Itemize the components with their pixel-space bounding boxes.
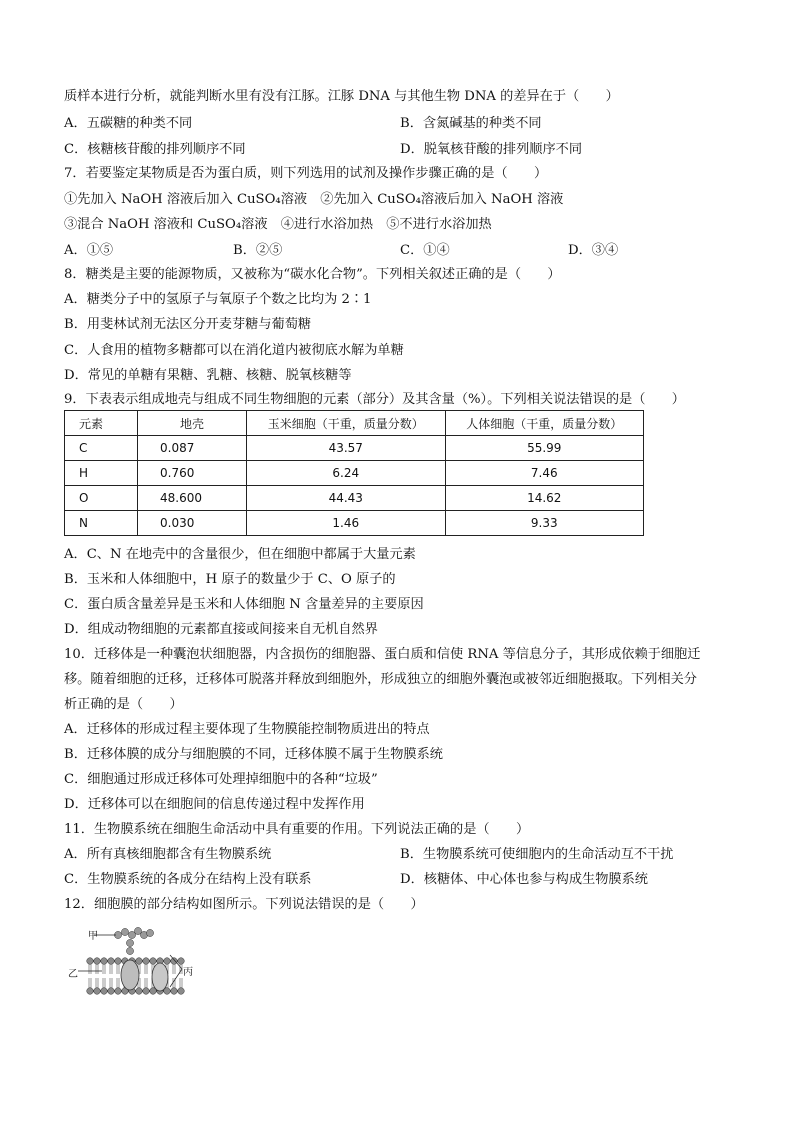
q7-steps-1: ①先加入 NaOH 溶液后加入 CuSO₄溶液 ②先加入 CuSO₄溶液后加入 NaOH 溶液 [64,192,564,207]
table-cell: C [65,436,138,461]
table-cell: 43.57 [247,436,446,461]
label-yi: 乙 [68,969,78,980]
table-header: 人体细胞（干重，质量分数） [445,411,644,436]
q8-option-c: C．人食用的植物多糖都可以在消化道内被彻底水解为单糖 [64,343,404,358]
q7-stem: 7．若要鉴定某物质是否为蛋白质，则下列选用的试剂及操作步骤正确的是（ ） [64,166,548,181]
membrane-protein [152,963,168,991]
q6-option-d: D．脱氧核苷酸的排列顺序不同 [400,142,583,157]
phospholipid-head [171,988,178,995]
q6-option-c: C．核糖核苷酸的排列顺序不同 [64,142,246,157]
table-header: 玉米细胞（干重，质量分数） [247,411,446,436]
table-cell: 44.43 [247,486,446,511]
phospholipid-head [143,988,150,995]
phospholipid-head [94,958,101,965]
phospholipid-head [136,988,143,995]
q7-option-c: C．①④ [400,243,450,258]
q6-stem: 质样本进行分析，就能判断水里有没有江豚。江豚 DNA 与其他生物 DNA 的差异在于（ ） [64,89,619,104]
glycoprotein-chain [114,927,153,954]
q10-option-d: D．迁移体可以在细胞间的信息传递过程中发挥作用 [64,797,365,812]
q6-option-b: B．含氮碱基的种类不同 [400,116,542,131]
table-row [65,436,644,461]
table-cell: 14.62 [445,486,644,511]
sugar-unit [126,947,133,954]
label-jia: 甲 [88,931,98,942]
phospholipid-head [94,988,101,995]
table-cell: H [65,461,138,486]
q9-stem: 9．下表表示组成地壳与组成不同生物细胞的元素（部分）及其含量（%）。下列相关说法错误的是（ ） [64,392,685,407]
q10-option-a: A．迁移体的形成过程主要体现了生物膜能控制物质进出的特点 [64,722,430,737]
q9-option-a: A．C、N 在地壳中的含量很少，但在细胞中都属于大量元素 [64,547,416,562]
q10-option-c: C．细胞通过形成迁移体可处理掉细胞中的各种“垃圾” [64,772,378,787]
phospholipid-head [108,988,115,995]
q9-option-d: D．组成动物细胞的元素都直接或间接来自无机自然界 [64,622,378,637]
q11-option-d: D．核糖体、中心体也参与构成生物膜系统 [400,872,648,887]
phospholipid-head [115,958,122,965]
table-cell: 55.99 [445,436,644,461]
element-content-table [64,410,644,536]
q10-stem-3: 析正确的是（ ） [64,697,183,712]
q9-option-b: B．玉米和人体细胞中，H 原子的数量少于 C、O 原子的 [64,572,396,587]
cell-membrane-figure [68,925,208,1020]
q11-option-a: A．所有真核细胞都含有生物膜系统 [64,847,272,862]
q11-option-c: C．生物膜系统的各成分在结构上没有联系 [64,872,312,887]
q10-option-b: B．迁移体膜的成分与细胞膜的不同，迁移体膜不属于生物膜系统 [64,747,443,762]
q10-stem-1: 10．迁移体是一种囊泡状细胞器，内含损伤的细胞器、蛋白质和信使 RNA 等信息分子，其形成依赖于细胞迁 [64,647,701,662]
table-cell: 0.760 [138,461,247,486]
label-bing: 丙 [183,967,193,978]
table-row [65,461,644,486]
phospholipid-head [101,988,108,995]
table-header: 元素 [65,411,138,436]
q8-stem: 8．糖类是主要的能源物质，又被称为“碳水化合物”。下列相关叙述正确的是（ ） [64,267,561,282]
q10-stem-2: 移。随着细胞的迁移，迁移体可脱落并释放到细胞外，形成独立的细胞外囊泡或被邻近细胞摄取。下列相关分 [64,672,697,687]
sugar-unit [146,929,153,936]
q7-option-b: B．②⑤ [233,243,283,258]
table-row [65,486,644,511]
q8-option-a: A．糖类分子中的氢原子与氧原子个数之比均为 2∶1 [64,292,372,307]
table-header-row [65,411,644,436]
q11-option-b: B．生物膜系统可使细胞内的生命活动互不干扰 [400,847,674,862]
table-cell: O [65,486,138,511]
phospholipid-head [143,958,150,965]
phospholipid-head [108,958,115,965]
q8-option-d: D．常见的单糖有果糖、乳糖、核糖、脱氧核糖等 [64,368,352,383]
membrane-protein [121,960,139,990]
q12-stem: 12．细胞膜的部分结构如图所示。下列说法错误的是（ ） [64,897,424,912]
table-cell: 0.087 [138,436,247,461]
table-cell: 48.600 [138,486,247,511]
q8-option-b: B．用斐林试剂无法区分开麦芽糖与葡萄糖 [64,317,312,332]
table-header: 地壳 [138,411,247,436]
table-row [65,511,644,536]
table-cell: 7.46 [445,461,644,486]
q11-stem: 11．生物膜系统在细胞生命活动中具有重要的作用。下列说法正确的是（ ） [64,822,530,837]
phospholipid-head [87,988,94,995]
sugar-unit [121,928,128,935]
phospholipid-head [136,958,143,965]
lower-phospholipid-heads [87,988,185,995]
phospholipid-head [164,958,171,965]
q7-steps-2: ③混合 NaOH 溶液和 CuSO₄溶液 ④进行水浴加热 ⑤不进行水浴加热 [64,217,492,232]
q6-option-a: A．五碳糖的种类不同 [64,116,193,131]
phospholipid-head [171,958,178,965]
table-cell: 9.33 [445,511,644,536]
phospholipid-head [101,958,108,965]
phospholipid-head [178,988,185,995]
table-cell: 0.030 [138,511,247,536]
sugar-unit [126,939,133,946]
table-cell: 6.24 [247,461,446,486]
phospholipid-head [87,958,94,965]
q9-option-c: C．蛋白质含量差异是玉米和人体细胞 N 含量差异的主要原因 [64,597,424,612]
table-cell: 1.46 [247,511,446,536]
q7-option-d: D．③④ [568,243,619,258]
table-cell: N [65,511,138,536]
q7-option-a: A．①⑤ [64,243,114,258]
phospholipid-head [115,988,122,995]
phospholipid-head [150,958,157,965]
